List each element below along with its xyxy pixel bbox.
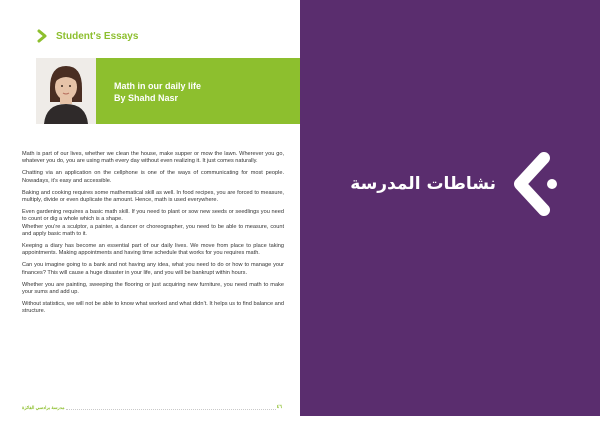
paragraph: Keeping a diary has become an essential part of our daily lives. We move from place to place taking appointments. Making appointments and having time schedule that works for you requires math.: [22, 243, 284, 257]
paragraph: Can you imagine going to a bank and not having any idea, what you need to do or how to manage your finances? This will cause a huge disaster in your life, and you will be bankrupt within hours.: [22, 262, 284, 276]
author-photo: [36, 58, 96, 124]
essay-title: Math in our daily life: [114, 81, 202, 91]
chevron-right-icon: [36, 29, 48, 43]
school-activities-logo: [350, 150, 558, 218]
paragraph: Chatting via an application on the cellphone is one of the ways of communicating for most people. Nowadays, it’s easy and accessible.: [22, 170, 284, 184]
essay-body: [22, 151, 284, 321]
footer-rule: [66, 409, 276, 410]
paragraph: Without statistics, we will not be able to know what worked and what didn’t. It helps us to find balance and structure.: [22, 301, 284, 315]
footer-text: مدرسة برادسي الفائزة: [22, 405, 65, 410]
paragraph: Whether you are painting, sweeping the flooring or just acquiring new furniture, you need math to make your sums and add up.: [22, 281, 284, 296]
right-page: [300, 0, 600, 424]
page-number: ٤٦: [276, 404, 282, 410]
paragraph: Even gardening requires a basic math skill. If you need to plant or sow new seeds or seedlings you need to count or dig a whole which is a shape. Whether you’re a sculptor, a painter, a dancer or choreographer, you need to be able to measure, count and apply basic math to it.: [22, 209, 284, 237]
essay-banner: [36, 58, 300, 124]
section-title: Student's Essays: [56, 30, 139, 42]
essay-byline: By Shahd Nasr: [114, 93, 179, 103]
page-footer: [22, 404, 292, 414]
chevron-logo-icon: [506, 150, 558, 218]
paragraph: Math is part of our lives, whether we clean the house, make supper or mow the lawn. Wherever you go, whatever you do, you are using math every day without even realizing it. It just comes naturally.: [22, 151, 284, 165]
section-header: [36, 26, 138, 46]
paragraph: Baking and cooking requires some mathematical skill as well. In food recipes, you are forced to measure, multiply, divide or even duplicate the amount. Hence, math is used everywhere.: [22, 189, 284, 204]
essay-title-block: [114, 80, 201, 104]
brand-text: نشاطات المدرسة: [350, 174, 496, 194]
bottom-strip: [300, 416, 600, 424]
